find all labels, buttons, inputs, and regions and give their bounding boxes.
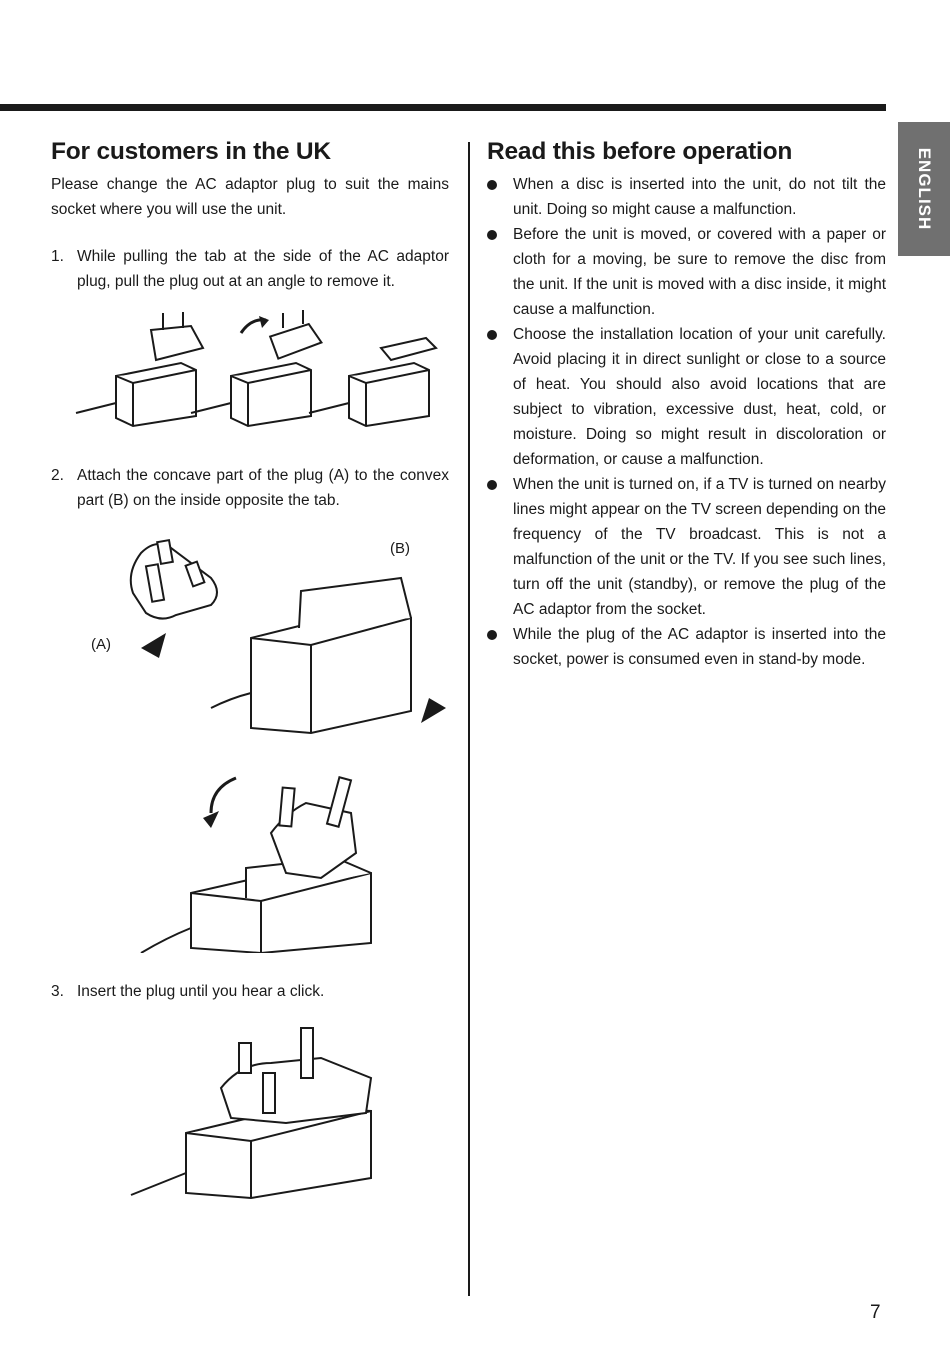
bullet-icon — [487, 180, 497, 190]
top-rule — [0, 104, 886, 111]
step-number: 1. — [51, 248, 64, 265]
bullet-icon — [487, 630, 497, 640]
list-item: When the unit is turned on, if a TV is turned on nearby lines might appear on the TV screen depending on the frequency of the TV broadcast. This is not a malfunction of the unit or the TV. If you see such lines, turn off the unit (standby), or remove the plug of the AC adaptor from the socket. — [487, 472, 886, 622]
step-text: While pulling the tab at the side of the AC adaptor plug, pull the plug out at an angle to remove it. — [77, 248, 449, 290]
column-divider — [468, 142, 470, 1296]
operation-section-title: Read this before operation — [487, 138, 793, 165]
step-number: 3. — [51, 983, 64, 1000]
uk-intro: Please change the AC adaptor plug to suit the mains socket where you will use the unit. — [51, 176, 449, 218]
language-tab — [898, 122, 950, 256]
language-tab-label: ENGLISH — [915, 147, 934, 231]
plug-inserted-illustration — [111, 1023, 391, 1203]
step-text: Attach the concave part of the plug (A) to the convex part (B) on the inside opposite the tab. — [77, 467, 449, 509]
label-b: (B) — [390, 540, 410, 557]
left-column — [51, 138, 449, 1000]
uk-section-title: For customers in the UK — [51, 138, 331, 165]
page-number: 7 — [870, 1302, 881, 1323]
list-item: While the plug of the AC adaptor is inserted into the socket, power is consumed even in stand-by mode. — [487, 622, 886, 672]
list-item: Choose the installation location of your unit carefully. Avoid placing it in direct sunlight or close to a source of heat. You should also avoid locations that are subject to vibration, excessive dust, heat, cold, or moisture. Doing so might result in discoloration or deformation, or cause a malfunction. — [487, 322, 886, 472]
bullet-icon — [487, 480, 497, 490]
bullet-icon — [487, 330, 497, 340]
step-3 — [51, 979, 449, 1004]
list-item: When a disc is inserted into the unit, do not tilt the unit. Doing so might cause a malfunction. — [487, 172, 886, 222]
step-number: 2. — [51, 467, 64, 484]
step-1 — [51, 244, 449, 294]
list-item: Before the unit is moved, or covered with a paper or cloth for a moving, be sure to remove the disc from the unit. If the unit is moved with a disc inside, it might cause a malfunction. — [487, 222, 886, 322]
label-a: (A) — [91, 636, 111, 653]
precaution-list — [487, 172, 886, 672]
right-column — [487, 138, 886, 672]
step-text: Insert the plug until you hear a click. — [77, 983, 325, 1000]
plug-removal-illustration — [71, 308, 451, 433]
step-2 — [51, 463, 449, 513]
plug-attach-illustration — [71, 533, 451, 953]
bullet-icon — [487, 230, 497, 240]
